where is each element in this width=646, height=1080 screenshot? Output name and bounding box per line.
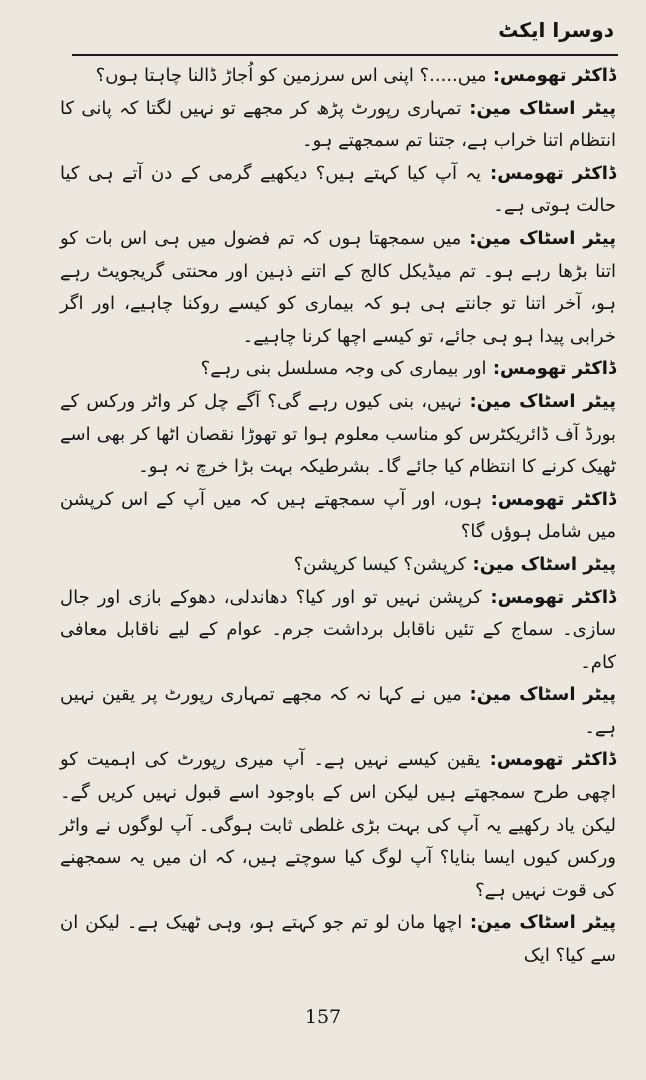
dialogue-text xyxy=(60,60,616,990)
dialogue-speech: نہیں، بنی کیوں رہے گی؟ آگے چل کر واٹر ورکس کے بورڈ آف ڈائریکٹرس کو مناسب معلوم ہوا تو تھوڑا نقصان اٹھا کر بھی اسے ٹھیک کرنے کا انتظام کیا جائے گا۔ بشرطیکہ بہت بڑا خرچ نہ ہو۔ xyxy=(60,390,616,478)
dialogue-speech: کرپشن؟ کیسا کرپشن؟ xyxy=(293,553,467,575)
dialogue-speech: تمہاری رپورٹ پڑھ کر مجھے تو نہیں لگتا کہ پانی کا انتظام اتنا خراب ہے، جتنا تم سمجھتے ہو۔ xyxy=(60,97,616,152)
dialogue-speech: اور بیماری کی وجہ مسلسل بنی رہے؟ xyxy=(200,358,487,380)
speaker-name: پیٹر اسٹاک مین xyxy=(477,912,616,934)
dialogue-line: پیٹر اسٹاک مین: اچھا مان لو تم جو کہتے ہو، وہی ٹھیک ہے۔ لیکن ان سے کیا؟ ایک xyxy=(60,912,616,967)
dialogue-line: ڈاکٹر تھومس: میں.....؟ اپنی اس سرزمین کو اُجاڑ ڈالنا چاہتا ہوں؟ xyxy=(95,65,616,86)
speaker-name: ڈاکٹر تھومس xyxy=(497,586,616,608)
speaker-name: ڈاکٹر تھومس xyxy=(500,358,616,380)
speaker-name: پیٹر اسٹاک مین xyxy=(476,390,617,412)
dialogue-speech: یقین کیسے نہیں ہے۔ آپ میری رپورٹ کی اہمیت کو اچھی طرح سمجھتے ہیں لیکن اس کے باوجود اسے قبول نہیں کریں گے۔ لیکن یاد رکھیے یہ آپ کی بہت بڑی غلطی ثابت ہوگی۔ آپ لوگوں نے واٹر ورکس کیوں ایسا بنایا؟ آپ لوگ کیا سوچتے ہیں، کہ ان میں یہ سمجھنے کی قوت نہیں ہے؟ xyxy=(60,749,616,901)
dialogue-line: پیٹر اسٹاک مین: نہیں، بنی کیوں رہے گی؟ آگے چل کر واٹر ورکس کے بورڈ آف ڈائریکٹرس کو مناسب معلوم ہوا تو تھوڑا نقصان اٹھا کر بھی اسے ٹھیک کرنے کا انتظام کیا جائے گا۔ بشرطیکہ بہت بڑا خرچ نہ ہو۔ xyxy=(60,390,617,478)
running-header xyxy=(72,10,618,56)
dialogue-line: ڈاکٹر تھومس: یہ آپ کیا کہتے ہیں؟ دیکھیے گرمی کے دن آتے ہی کیا حالت ہوتی ہے۔ xyxy=(60,162,616,217)
dialogue-speech: یہ آپ کیا کہتے ہیں؟ دیکھیے گرمی کے دن آتے ہی کیا حالت ہوتی ہے۔ xyxy=(60,162,616,217)
dialogue-line: ڈاکٹر تھومس: ہوں، اور آپ سمجھتے ہیں کہ میں آپ کے اس کرپشن میں شامل ہوؤں گا؟ xyxy=(60,488,616,543)
dialogue-speech: ہوں، اور آپ سمجھتے ہیں کہ میں آپ کے اس کرپشن میں شامل ہوؤں گا؟ xyxy=(60,488,616,543)
speaker-name: پیٹر اسٹاک مین xyxy=(476,227,616,249)
dialogue-line: پیٹر اسٹاک مین: میں سمجھتا ہوں کہ تم فضول میں ہی اس بات کو اتنا بڑھا رہے ہو۔ تم میڈیکل کالج کے اتنے ذہین اور محنتی گریجویٹ رہے ہو، آخر اتنا تو جانتے ہی ہو کہ بیماری کو کیسے روکنا چاہیے، اور اگر خرابی پیدا ہو ہی جائے، تو کیسے اچھا کرنا چاہیے۔ xyxy=(60,227,616,347)
speaker-name: ڈاکٹر تھومس xyxy=(500,65,616,86)
dialogue-speech: میں.....؟ اپنی اس سرزمین کو اُجاڑ ڈالنا چاہتا ہوں؟ xyxy=(95,65,487,86)
speaker-name: پیٹر اسٹاک مین xyxy=(476,97,617,119)
dialogue-line: پیٹر اسٹاک مین: میں نے کہا نہ کہ مجھے تمہاری رپورٹ پر یقین نہیں ہے۔ xyxy=(60,684,616,738)
dialogue-speech: میں نے کہا نہ کہ مجھے تمہاری رپورٹ پر یقین نہیں ہے۔ xyxy=(60,684,616,738)
dialogue-speech: اچھا مان لو تم جو کہتے ہو، وہی ٹھیک ہے۔ لیکن ان سے کیا؟ ایک xyxy=(60,912,616,967)
speaker-name: ڈاکٹر تھومس xyxy=(497,488,616,510)
dialogue-line: ڈاکٹر تھومس: اور بیماری کی وجہ مسلسل بنی رہے؟ xyxy=(200,358,616,380)
speaker-name: پیٹر اسٹاک مین xyxy=(479,553,616,575)
dialogue-speech: میں سمجھتا ہوں کہ تم فضول میں ہی اس بات کو اتنا بڑھا رہے ہو۔ تم میڈیکل کالج کے اتنے ذہین اور محنتی گریجویٹ رہے ہو، آخر اتنا تو جانتے ہی ہو کہ بیماری کو کیسے روکنا چاہیے، اور اگر خرابی پیدا ہو ہی جائے، تو کیسے اچھا کرنا چاہیے۔ xyxy=(60,227,616,347)
chapter-title: دوسرا ایکٹ xyxy=(498,18,614,42)
dialogue-line: پیٹر اسٹاک مین: کرپشن؟ کیسا کرپشن؟ xyxy=(293,553,616,575)
dialogue-line: ڈاکٹر تھومس: کرپشن نہیں تو اور کیا؟ دھاندلی، دھوکے بازی اور جال سازی۔ سماج کے تئیں ناقابل برداشت جرم۔ عوام کے لیے ناقابل معافی کام۔ xyxy=(60,586,616,673)
speaker-name: ڈاکٹر تھومس xyxy=(497,162,616,184)
speaker-name: ڈاکٹر تھومس xyxy=(496,749,616,771)
page-number: 157 xyxy=(304,1006,342,1028)
dialogue-line: پیٹر اسٹاک مین: تمہاری رپورٹ پڑھ کر مجھے تو نہیں لگتا کہ پانی کا انتظام اتنا خراب ہے، جتنا تم سمجھتے ہو۔ xyxy=(60,97,617,152)
dialogue-line: ڈاکٹر تھومس: یقین کیسے نہیں ہے۔ آپ میری رپورٹ کی اہمیت کو اچھی طرح سمجھتے ہیں لیکن اس کے باوجود اسے قبول نہیں کریں گے۔ لیکن یاد رکھیے یہ آپ کی بہت بڑی غلطی ثابت ہوگی۔ آپ لوگوں نے واٹر ورکس کیوں ایسا بنایا؟ آپ لوگ کیا سوچتے ہیں، کہ ان میں یہ سمجھنے کی قوت نہیں ہے؟ xyxy=(60,749,616,901)
speaker-name: پیٹر اسٹاک مین xyxy=(476,684,616,706)
dialogue-speech: کرپشن نہیں تو اور کیا؟ دھاندلی، دھوکے بازی اور جال سازی۔ سماج کے تئیں ناقابل برداشت جرم۔ عوام کے لیے ناقابل معافی کام۔ xyxy=(60,586,616,673)
